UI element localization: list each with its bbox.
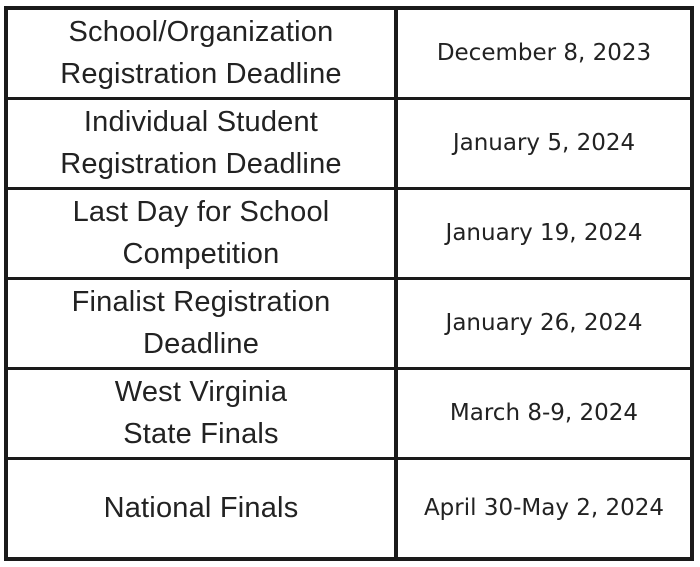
event-label-line: Registration Deadline: [60, 57, 342, 90]
event-cell: [8, 190, 398, 280]
date-cell: January 26, 2024: [398, 280, 690, 370]
event-label-line: Competition: [122, 237, 280, 270]
event-cell: [8, 370, 398, 460]
date-cell: April 30-May 2, 2024: [423, 494, 665, 521]
event-cell: [8, 280, 398, 370]
event-label-line: Registration Deadline: [60, 147, 342, 180]
schedule-table: [4, 6, 694, 561]
event-cell: [8, 100, 398, 190]
event-label-line: State Finals: [123, 417, 279, 450]
event-cell: [8, 460, 398, 557]
event-label-line: School/Organization: [68, 15, 334, 48]
date-cell: December 8, 2023: [398, 10, 690, 100]
event-label-line: Last Day for School: [72, 195, 330, 228]
event-label-line: West Virginia: [114, 375, 288, 408]
date-cell: March 8-9, 2024: [398, 370, 690, 460]
date-cell: January 19, 2024: [398, 190, 690, 280]
event-cell: [8, 10, 398, 100]
date-cell: January 5, 2024: [398, 100, 690, 190]
event-label-line: Deadline: [142, 327, 260, 360]
event-label-line: Finalist Registration: [71, 285, 331, 318]
event-label-line: Individual Student: [83, 105, 319, 138]
event-label-line: National Finals: [103, 491, 299, 524]
